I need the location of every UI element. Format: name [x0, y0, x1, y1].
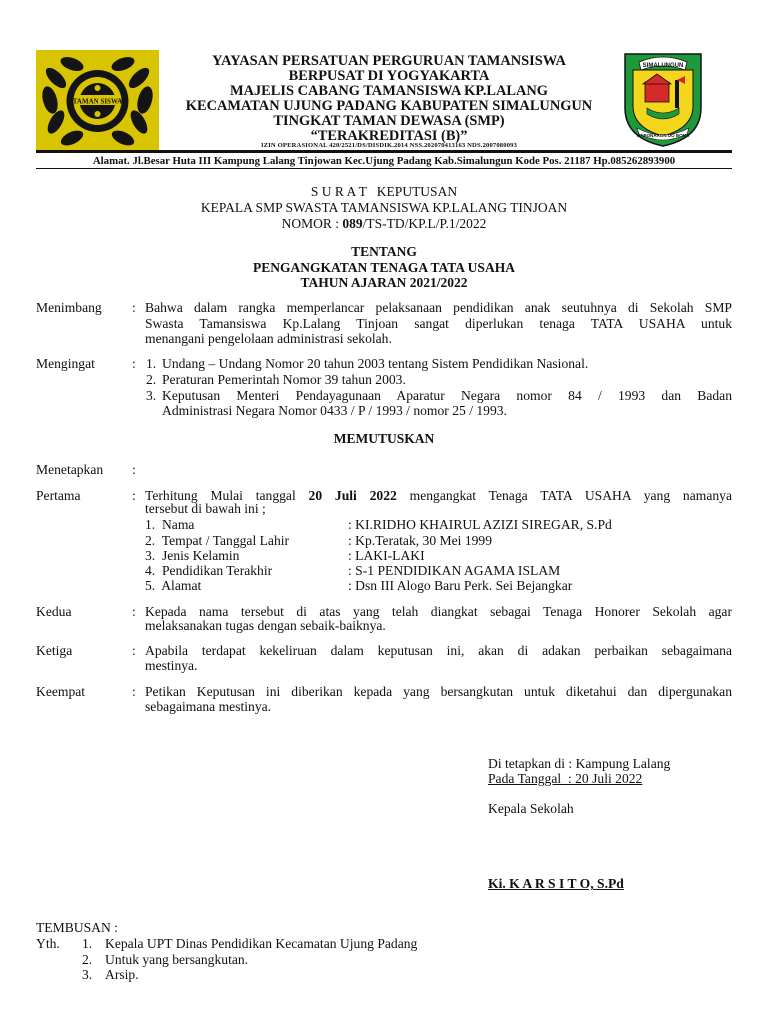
menetapkan-colon: : [132, 462, 136, 477]
signature-position: Kepala Sekolah [488, 801, 574, 816]
signature-name: Ki. K A R S I T O, S.Pd [488, 876, 624, 891]
kedua-line-1: Kepada nama tersebut di atas yang telah diangkat sebagai Tenaga Honorer Sekolah agar [145, 604, 732, 619]
signature-place: Di tetapkan di : Kampung Lalang [488, 756, 671, 771]
letterhead-rule-thin [36, 168, 732, 169]
letterhead-line-3: MAJELIS CABANG TAMANSISWA KP.LALANG [230, 83, 548, 99]
pertama-line-1-b: mengangkat Tenaga TATA USAHA yang namanya [396, 488, 732, 503]
right-logo-banner-top: SIMALUNGUN [642, 63, 684, 69]
decree-subject: PENGANGKATAN TENAGA TATA USAHA [253, 260, 515, 275]
mengingat-item-3-line-2: Administrasi Negara Nomor 0433 / P / 1993 / nomor 25 / 1993. [162, 403, 507, 418]
field-birth-label: 2. Tempat / Tanggal Lahir [145, 533, 290, 548]
keempat-colon: : [132, 684, 136, 699]
decree-year: TAHUN AJARAN 2021/2022 [300, 275, 468, 290]
signature-date: Pada Tanggal : 20 Juli 2022 [488, 771, 643, 786]
field-education-label: 4. Pendidikan Terakhir [145, 563, 273, 578]
decree-number-bold: 089 [342, 216, 363, 231]
pertama-colon: : [132, 488, 136, 503]
tembusan-item-2-num: 2. [82, 952, 93, 967]
pertama-label: Pertama [36, 488, 81, 503]
pertama-date: 20 Juli 2022 [308, 488, 397, 503]
letterhead-registration: IZIN OPERASIONAL 420/2521/DS/DISDIK.2014 NSS.202070413163 NDS.2007080093 [260, 142, 518, 149]
decree-number-rest: /TS-TD/KP.L/P.1/2022 [362, 216, 487, 231]
field-gender-label: 3. Jenis Kelamin [145, 548, 240, 563]
mengingat-label: Mengingat [36, 356, 95, 371]
keempat-label: Keempat [36, 684, 86, 699]
decree-about: TENTANG [351, 244, 417, 259]
keempat-line-2: sebagaimana mestinya. [145, 699, 272, 714]
menimbang-line-2: Swasta Tamansiswa Kp.Lalang Tinjoan sangat diperlukan tenaga TATA USAHA untuk [145, 316, 732, 331]
menimbang-line-1: Bahwa dalam rangka memperlancar pelaksanaan pendidikan anak seutuhnya di Sekolah SMP [145, 300, 732, 315]
right-logo-banner-bottom: HABONARON DO BONA [636, 133, 690, 138]
menetapkan-label: Menetapkan [36, 462, 104, 477]
field-name-value: : KI.RIDHO KHAIRUL AZIZI SIREGAR, S.Pd [348, 517, 612, 532]
keempat-line-1: Petikan Keputusan ini diberikan kepada yang bersangkutan untuk diketahui dan dipergunakan [145, 684, 732, 699]
tembusan-item-1-num: 1. [82, 936, 93, 951]
mengingat-item-1-num: 1. [146, 356, 157, 371]
letterhead-rule-thick [36, 150, 732, 153]
menimbang-line-3: menangani pengelolaan administrasi sekolah. [145, 331, 392, 346]
letterhead-line-1: YAYASAN PERSATUAN PERGURUAN TAMANSISWA [212, 53, 566, 69]
ketiga-label: Ketiga [36, 643, 73, 658]
field-address-value: : Dsn III Alogo Baru Perk. Sei Bejangkar [348, 578, 573, 593]
mengingat-item-3-line-1: Keputusan Menteri Pendayagunaan Aparatur Negara nomor 84 / 1993 dan Badan [162, 388, 732, 403]
decree-number [36, 216, 732, 232]
decree-title: S U R A T KEPUTUSAN [310, 184, 458, 199]
tembusan-yth: Yth. [36, 936, 60, 951]
field-address-label: 5. Alamat [145, 578, 202, 593]
field-education-value: : S-1 PENDIDIKAN AGAMA ISLAM [348, 563, 561, 578]
kedua-label: Kedua [36, 604, 72, 619]
letterhead-line-6: “TERAKREDITASI (B)” [310, 128, 468, 144]
tembusan-item-1-text: Kepala UPT Dinas Pendidikan Kecamatan Ujung Padang [105, 936, 418, 951]
mengingat-item-2-num: 2. [146, 372, 157, 387]
mengingat-item-3-num: 3. [146, 388, 157, 403]
tembusan-item-3-num: 3. [82, 967, 93, 982]
kedua-colon: : [132, 604, 136, 619]
field-birth-value: : Kp.Teratak, 30 Mei 1999 [348, 533, 493, 548]
ketiga-line-1: Apabila terdapat kekeliruan dalam keputusan ini, akan di adakan perbaikan sebagaimana [145, 643, 732, 658]
memutuskan-heading: MEMUTUSKAN [333, 431, 435, 446]
letterhead-address: Alamat. Jl.Besar Huta III Kampung Lalang Tinjowan Kec.Ujung Padang Kab.Simalungun Kode Pos. 21187 Hp.085262893900 [92, 155, 676, 167]
menimbang-colon: : [132, 300, 136, 315]
menimbang-label: Menimbang [36, 300, 102, 315]
pertama-line-2: tersebut di bawah ini ; [145, 501, 266, 516]
letterhead-line-5: TINGKAT TAMAN DEWASA (SMP) [273, 113, 505, 129]
tembusan-item-3-text: Arsip. [105, 967, 139, 982]
decree-issuer: KEPALA SMP SWASTA TAMANSISWA KP.LALANG TINJOAN [200, 200, 568, 215]
ketiga-colon: : [132, 643, 136, 658]
left-logo-ring-text: TAMAN SISWA [72, 97, 123, 106]
tembusan-item-2-text: Untuk yang bersangkutan. [105, 952, 249, 967]
field-name-label: 1. Nama [145, 517, 195, 532]
field-gender-value: : LAKI-LAKI [348, 548, 425, 563]
tembusan-label: TEMBUSAN : [36, 920, 118, 935]
mengingat-item-1-text: Undang – Undang Nomor 20 tahun 2003 tentang Sistem Pendidikan Nasional. [162, 356, 589, 371]
mengingat-colon: : [132, 356, 136, 371]
tamansiswa-emblem-logo [36, 50, 159, 152]
pertama-line-1-a: Terhitung Mulai tanggal [145, 488, 309, 503]
mengingat-item-2-text: Peraturan Pemerintah Nomor 39 tahun 2003. [162, 372, 406, 387]
simalungun-crest-logo [619, 50, 707, 148]
kedua-line-2: melaksanakan tugas dengan sebaik-baiknya. [145, 618, 386, 633]
letterhead-line-2: BERPUSAT DI YOGYAKARTA [288, 68, 490, 84]
letterhead-line-4: KECAMATAN UJUNG PADANG KABUPATEN SIMALUNGUN [185, 98, 593, 114]
ketiga-line-2: mestinya. [145, 658, 198, 673]
decree-number-prefix: NOMOR : [281, 216, 343, 231]
